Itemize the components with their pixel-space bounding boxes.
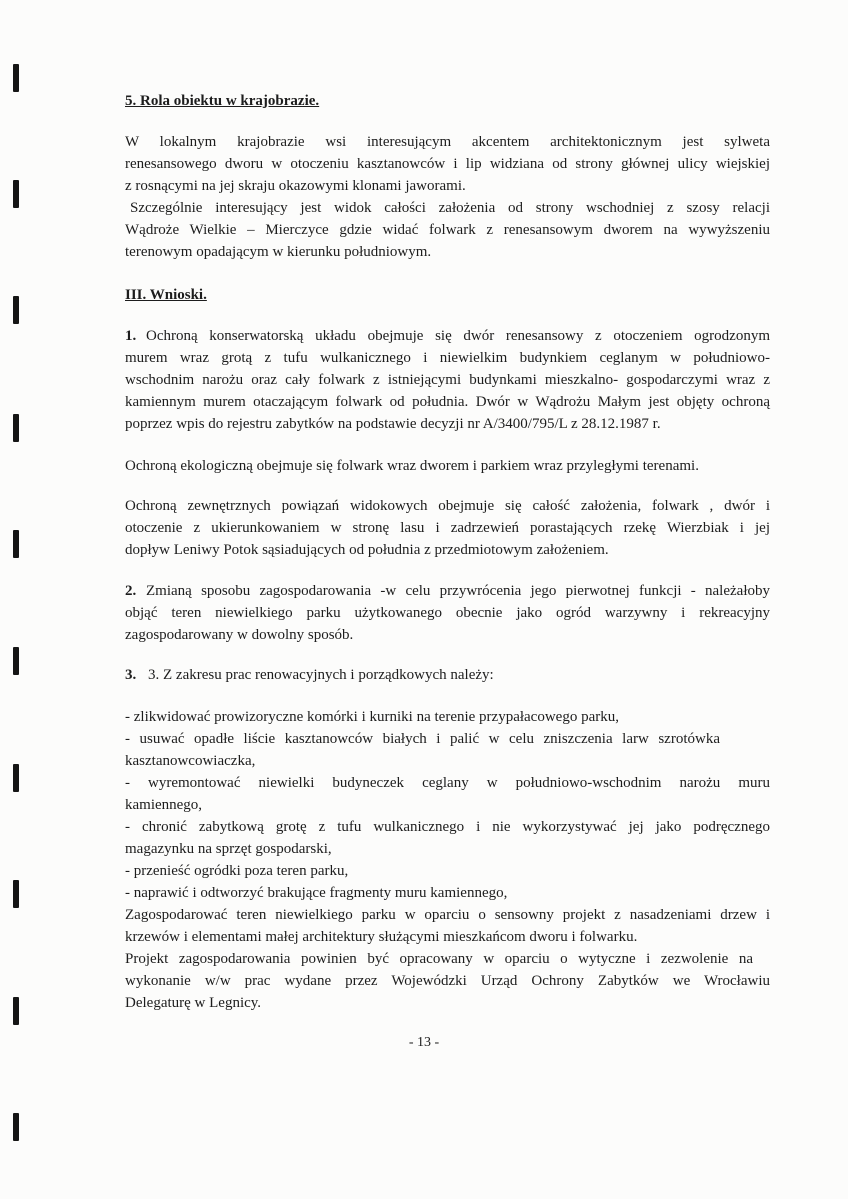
paragraph-line: renesansowego dworu w otoczeniu kasztanowców i lip widziana od strony głównej ulicy wiejskiej: [125, 156, 770, 172]
paragraph-line: Zmianą sposobu zagospodarowania -w celu przywrócenia jego pierwotnej funkcji - należałoby: [146, 583, 770, 599]
paragraph-line: dopływ Leniwy Potok sąsiadujących od południa z przedmiotowym założeniem.: [125, 542, 609, 558]
punch-mark: [13, 1113, 19, 1141]
paragraph-line: W lokalnym krajobrazie wsi interesującym akcentem architektonicznym jest sylweta: [125, 134, 770, 150]
paragraph-line: z rosnącymi na jej skraju okazowymi klonami jaworami.: [125, 178, 466, 194]
item-number: 1.: [125, 328, 137, 344]
list-item: - usuwać opadłe liście kasztanowców białych i palić w celu zniszczenia larw szrotówka: [125, 731, 720, 747]
paragraph-line: Wądroże Wielkie – Mierczyce gdzie widać folwark z renesansowym dworem na wywyższeniu: [125, 222, 770, 238]
punch-mark: [13, 414, 19, 442]
item-number: 2.: [125, 583, 137, 599]
paragraph-line: poprzez wpis do rejestru zabytków na podstawie decyzji nr A/3400/795/L z 28.12.1987 r.: [125, 416, 661, 432]
paragraph-line: terenowym opadającym w kierunku południowym.: [125, 244, 432, 260]
paragraph-line: Zagospodarować teren niewielkiego parku w oparciu o sensowny projekt z nasadzeniami drzew i: [125, 907, 770, 923]
list-item: kasztanowcowiaczka,: [125, 753, 256, 769]
paragraph-line: Delegaturę w Legnicy.: [125, 995, 262, 1011]
paragraph-line: 3. Z zakresu prac renowacyjnych i porządkowych należy:: [148, 667, 494, 683]
paragraph-line: Szczególnie interesujący jest widok całości założenia od strony wschodniej z szosy relacji: [130, 200, 770, 216]
list-item: - zlikwidować prowizoryczne komórki i kurniki na terenie przypałacowego parku,: [125, 709, 619, 725]
punch-mark: [13, 880, 19, 908]
paragraph-line: wykonanie w/w prac wydane przez Wojewódzki Urząd Ochrony Zabytków we Wrocławiu: [125, 973, 770, 989]
section-heading: III. Wnioski.: [125, 287, 207, 303]
paragraph-line: otoczenie z ukierunkowaniem w stronę lasu i zadrzewień porastających rzekę Wierzbiak i jej: [125, 520, 770, 536]
paragraph-line: krzewów i elementami małej architektury służącymi mieszkańcom dworu i folwarku.: [125, 929, 638, 945]
item-number: 3.: [125, 667, 137, 683]
paragraph-line: Ochroną zewnętrznych powiązań widokowych obejmuje się całość założenia, folwark , dwór i: [125, 498, 770, 514]
list-item: - przenieść ogródki poza teren parku,: [125, 863, 349, 879]
paragraph-line: zagospodarowany w dowolny sposób.: [125, 627, 354, 643]
list-item: kamiennego,: [125, 797, 203, 813]
punch-mark: [13, 764, 19, 792]
paragraph-line: Projekt zagospodarowania powinien być opracowany w oparciu o wytyczne i zezwolenie na: [125, 951, 753, 967]
punch-mark: [13, 530, 19, 558]
section-heading: 5. Rola obiektu w krajobrazie.: [125, 93, 320, 109]
list-item: - chronić zabytkową grotę z tufu wulkanicznego i nie wykorzystywać jej jako podręcznego: [125, 819, 770, 835]
list-item: - wyremontować niewielki budyneczek ceglany w południowo-wschodnim narożu muru: [125, 775, 770, 791]
paragraph-line: murem wraz grotą z tufu wulkanicznego i niewielkim budynkiem ceglanym w południowo-: [125, 350, 770, 366]
punch-mark: [13, 647, 19, 675]
paragraph-line: Ochroną konserwatorską układu obejmuje się dwór renesansowy z otoczeniem ogrodzonym: [146, 328, 770, 344]
list-item: magazynku na sprzęt gospodarski,: [125, 841, 332, 857]
list-item: - naprawić i odtworzyć brakujące fragmenty muru kamiennego,: [125, 885, 508, 901]
punch-mark: [13, 296, 19, 324]
paragraph-line: wschodnim narożu oraz cały folwark z istniejącymi budynkami mieszkalno- gospodarczymi wraz z: [125, 372, 770, 388]
punch-mark: [13, 997, 19, 1025]
paragraph-line: objąć teren niewielkiego parku użytkowanego obecnie jako ogród warzywny i rekreacyjny: [125, 605, 770, 621]
punch-mark: [13, 180, 19, 208]
page-number: - 13 -: [408, 1035, 440, 1050]
paragraph-line: Ochroną ekologiczną obejmuje się folwark wraz dworem i parkiem wraz przyległymi terenami.: [125, 458, 699, 474]
paragraph-line: kamiennym murem otaczającym folwark od południa. Dwór w Wądrożu Małym jest objęty ochroną: [125, 394, 770, 410]
punch-mark: [13, 64, 19, 92]
